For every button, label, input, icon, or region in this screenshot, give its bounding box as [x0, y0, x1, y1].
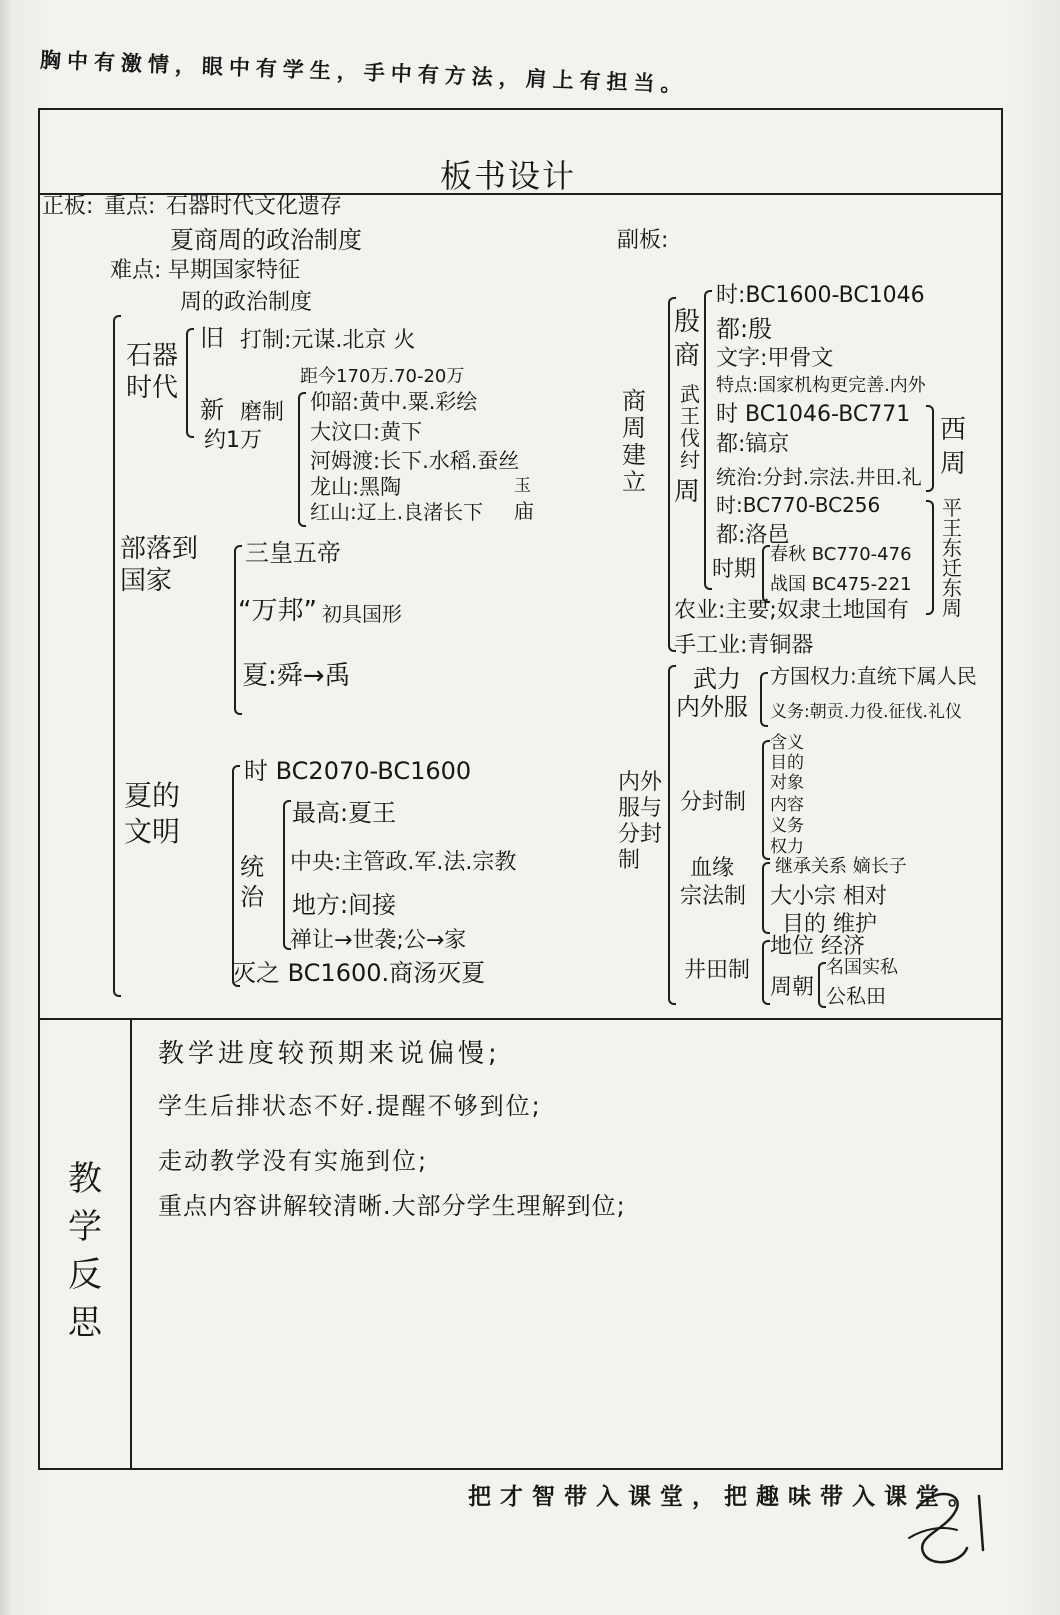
systems-bracket	[668, 665, 676, 1005]
jade-note: 玉	[514, 476, 531, 496]
inner-outer-force: 武力	[693, 665, 741, 693]
eastern-zhou-time: 时:BC770-BC256	[716, 493, 881, 517]
xia-title: 夏的文明	[124, 779, 181, 848]
key-point-2: 夏商周的政治制度	[170, 226, 362, 254]
sites-bracket	[298, 392, 306, 527]
inner-outer-label: 内外服	[676, 693, 748, 721]
well-field-sub-bracket	[818, 962, 826, 1008]
stone-age-bracket	[186, 328, 194, 438]
shang-capital: 都:殷	[716, 315, 773, 343]
site-dawenkou: 大汶口:黄下	[310, 420, 423, 444]
well-field-bracket	[762, 940, 770, 1005]
dynasty-bracket	[704, 290, 712, 590]
tribes-bracket	[234, 545, 242, 715]
difficulty-1: 早期国家特征	[168, 258, 301, 283]
xia-time: 时 BC2070-BC1600	[244, 757, 472, 785]
new-stone-label: 新	[200, 396, 224, 424]
eastern-zhou-period-label: 时期	[712, 557, 757, 582]
patriarchal-item: 大小宗 相对	[770, 884, 887, 909]
patriarchal-blood: 血缘	[690, 856, 735, 881]
side-board-label: 副板:	[617, 228, 669, 253]
eastern-zhou-brace	[926, 500, 934, 615]
old-stone-dates: 距今170万.70-20万	[300, 366, 465, 387]
yin-shang-label: 殷商	[674, 307, 701, 371]
reflection-line: 重点内容讲解较清晰.大部分学生理解到位;	[158, 1192, 626, 1220]
key-label: 重点:	[104, 194, 156, 219]
difficulty-label: 难点:	[110, 258, 162, 283]
difficulty-2: 周的政治制度	[180, 290, 313, 315]
well-field-sub-item: 名国实私	[826, 957, 898, 978]
enfeoffment-item: 对象	[770, 773, 804, 793]
eastern-zhou-label: 平王东迁东周	[942, 496, 962, 620]
enfeoffment-item: 义务	[770, 816, 804, 836]
enfeoffment-bracket	[762, 740, 770, 860]
reflection-line: 学生后排状态不好.提醒不够到位;	[158, 1092, 542, 1120]
enfeoffment-item: 内容	[770, 795, 804, 815]
bottom-motto: 把才智带入课堂，把趣味带入课堂。	[468, 1484, 980, 1510]
site-yangshao: 仰韶:黄中.粟.彩绘	[310, 390, 478, 414]
xia-rule-supreme: 最高:夏王	[292, 799, 397, 827]
section-divider	[38, 1018, 1003, 1020]
eastern-zhou-capital: 都:洛邑	[716, 523, 790, 548]
enfeoffment-label: 分封制	[680, 790, 747, 815]
inner-outer-power: 方国权力:直统下属人民	[770, 664, 977, 688]
temple-note: 庙	[514, 499, 534, 523]
conquest-label: 武王伐纣	[680, 382, 700, 472]
main-board-label: 正板:	[42, 194, 94, 219]
site-hongshan: 红山:辽上.良渚长下	[310, 500, 484, 524]
enfeoffment-item: 含义	[770, 733, 804, 753]
xia-fall: 灭之 BC1600.商汤灭夏	[232, 959, 486, 987]
patriarchal-item: 继承关系 嫡长子	[775, 856, 907, 877]
western-zhou-time: 时 BC1046-BC771	[716, 402, 911, 427]
systems-title: 内外服与分封制	[618, 770, 663, 873]
xia-rule-label: 统治	[240, 853, 264, 911]
western-zhou-capital: 都:镐京	[716, 432, 790, 457]
reflection-line: 走动教学没有实施到位;	[158, 1147, 429, 1175]
new-stone-dates: 约1万	[204, 428, 262, 453]
stone-age-title: 石器时代	[126, 341, 179, 403]
top-motto: 胸中有激情，眼中有学生，手中有方法，肩上有担当。	[39, 48, 688, 97]
warring-states: 战国 BC475-221	[770, 574, 912, 595]
three-sovereigns: 三皇五帝	[245, 539, 341, 567]
xia-rule-central: 中央:主管政.军.法.宗教	[290, 850, 517, 875]
zhou-label: 周	[674, 477, 701, 507]
handicraft: 手工业:青铜器	[674, 633, 814, 658]
spring-autumn: 春秋 BC770-476	[770, 544, 912, 565]
wanbang-label: “万邦”	[238, 596, 317, 626]
xia-rule-local: 地方:间接	[292, 891, 397, 919]
reflection-line: 教学进度较预期来说偏慢;	[158, 1039, 501, 1069]
period-bracket	[762, 545, 770, 603]
left-map-bracket	[113, 315, 121, 997]
well-field-label: 井田制	[684, 958, 751, 983]
page-title: 板书设计	[440, 157, 577, 195]
western-zhou-rule: 统治:分封.宗法.井田.礼	[716, 465, 922, 489]
well-field-item: 地位 经济	[770, 934, 865, 959]
enfeoffment-item: 权力	[770, 837, 804, 857]
reflection-title: 教学反思	[68, 1159, 102, 1343]
wanbang-note: 初具国形	[322, 602, 402, 626]
new-stone-text: 磨制	[240, 400, 285, 425]
well-field-sub-item: 公私田	[826, 984, 886, 1008]
old-stone-label: 旧	[200, 324, 224, 352]
shang-feature: 特点:国家机构更完善.内外	[716, 375, 926, 396]
xia-rule-hereditary: 禅让→世袭;公→家	[290, 928, 467, 953]
patriarchal-label: 宗法制	[680, 884, 747, 909]
agriculture: 农业:主要;奴隶土地国有	[674, 598, 909, 623]
old-stone-text: 打制:元谋.北京 火	[240, 328, 416, 353]
tribes-title: 部落到国家	[120, 534, 199, 596]
shang-script: 文字:甲骨文	[716, 346, 834, 371]
shang-zhou-title: 商周建立	[622, 387, 646, 496]
reflection-column-divider	[130, 1018, 132, 1470]
inner-outer-bracket	[760, 672, 768, 727]
enfeoffment-item: 目的	[770, 753, 804, 773]
key-point-1: 石器时代文化遗存	[166, 194, 343, 219]
patriarchal-bracket	[762, 862, 770, 934]
patriarchal-item: 目的 维护	[782, 912, 877, 937]
inner-outer-duty: 义务:朝贡.力役.征伐.礼仪	[770, 702, 962, 722]
western-zhou-brace	[926, 405, 934, 492]
site-longshan: 龙山:黑陶	[310, 475, 402, 499]
shang-time: 时:BC1600-BC1046	[716, 283, 925, 308]
western-zhou-label: 西周	[940, 415, 967, 479]
xia-bracket	[232, 765, 240, 987]
xia-succession: 夏:舜→禹	[242, 661, 351, 691]
site-hemudu: 河姆渡:长下.水稻.蚕丝	[310, 449, 520, 473]
signature-scribble	[895, 1478, 1005, 1573]
well-field-item: 周朝	[770, 975, 815, 1000]
